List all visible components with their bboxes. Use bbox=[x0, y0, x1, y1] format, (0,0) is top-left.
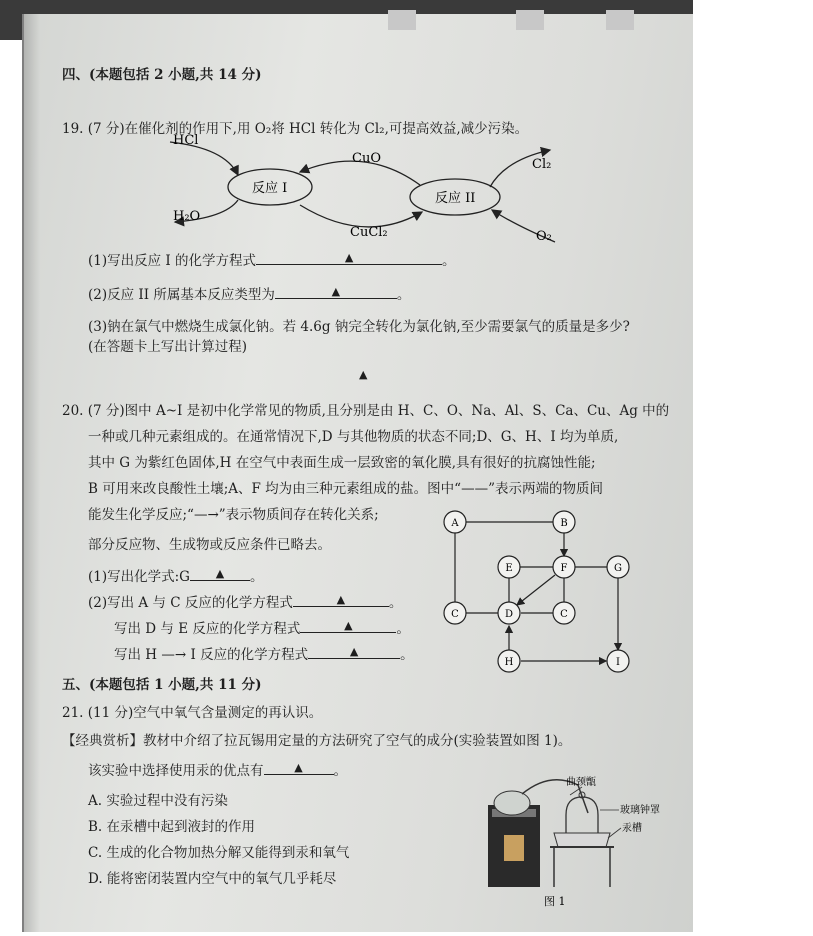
part-text: 该实验中选择使用汞的优点有 bbox=[88, 763, 264, 779]
period: 。 bbox=[333, 763, 347, 779]
part-text: 写出 D 与 E 反应的化学方程式 bbox=[114, 621, 301, 637]
part-text: 写出 H —→ I 反应的化学方程式 bbox=[114, 647, 309, 663]
option-b: B. 在汞槽中起到液封的作用 bbox=[88, 819, 256, 835]
question-20-part-4 bbox=[114, 644, 414, 664]
binder-clip bbox=[516, 10, 544, 30]
part-text: (1)写出反应 I 的化学方程式 bbox=[88, 253, 257, 269]
label-o2: O₂ bbox=[536, 229, 552, 244]
label-reaction-2: 反应 II bbox=[435, 191, 476, 206]
blank-marker: ▲ bbox=[344, 619, 353, 632]
label-bell-jar: 玻璃钟罩 bbox=[620, 805, 660, 816]
node-label: B bbox=[560, 518, 568, 529]
page-fold-shadow bbox=[22, 14, 40, 932]
period: 。 bbox=[442, 253, 456, 269]
answer-marker: ▲ bbox=[359, 368, 368, 381]
answer-blank[interactable] bbox=[264, 760, 334, 775]
node-label: C bbox=[560, 609, 568, 620]
period: 。 bbox=[396, 621, 410, 637]
label-cuo: CuO bbox=[352, 151, 381, 166]
question-20-part-1 bbox=[88, 566, 263, 586]
label-reaction-1: 反应 I bbox=[252, 181, 288, 196]
question-19-stem: 19. (7 分)在催化剂的作用下,用 O₂将 HCl 转化为 Cl₂,可提高效益,减少污染。 bbox=[62, 121, 529, 137]
photo-background-right bbox=[693, 0, 813, 936]
node-label: C bbox=[451, 609, 459, 620]
node-label: E bbox=[505, 563, 513, 574]
blank-marker: ▲ bbox=[331, 285, 341, 298]
label-cucl2: CuCl₂ bbox=[350, 225, 388, 240]
node-label: A bbox=[451, 518, 459, 529]
question-21-ask bbox=[88, 760, 347, 780]
blank-marker: ▲ bbox=[344, 251, 354, 264]
question-20-line: 其中 G 为紫红色固体,H 在空气中表面生成一层致密的氧化膜,具有很好的抗腐蚀性能; bbox=[88, 455, 596, 471]
label-trough: 汞槽 bbox=[622, 823, 642, 834]
question-20-part-3 bbox=[114, 618, 410, 638]
question-20-line: 部分反应物、生成物或反应条件已略去。 bbox=[88, 537, 331, 553]
question-20-line: 20. (7 分)图中 A~I 是初中化学常见的物质,且分别是由 H、C、O、Na、Al、S、Ca、Cu、Ag 中的 bbox=[62, 403, 670, 419]
cucl2-arrow bbox=[300, 205, 422, 227]
lavoisier-apparatus-figure bbox=[470, 775, 680, 915]
reaction-cycle-diagram bbox=[130, 130, 580, 250]
substance-relationship-diagram bbox=[435, 505, 640, 675]
part-text: (1)写出化学式:G bbox=[88, 569, 190, 585]
question-20-line: 一种或几种元素组成的。在通常情况下,D 与其他物质的状态不同;D、G、H、I 均为单质, bbox=[88, 429, 619, 445]
node-label: H bbox=[504, 657, 514, 668]
answer-blank[interactable] bbox=[308, 644, 400, 659]
retort-icon bbox=[494, 791, 530, 815]
question-21-stem: 21. (11 分)空气中氧气含量测定的再认识。 bbox=[62, 705, 323, 721]
node-label: D bbox=[504, 609, 514, 620]
binder-clip bbox=[388, 10, 416, 30]
period: 。 bbox=[396, 287, 411, 303]
blank-marker: ▲ bbox=[349, 645, 359, 658]
part-text: (2)反应 II 所属基本反应类型为 bbox=[88, 287, 275, 303]
option-c: C. 生成的化合物加热分解又能得到汞和氧气 bbox=[88, 845, 350, 861]
question-20-line: 能发生化学反应;“—→”表示物质间存在转化关系; bbox=[88, 507, 379, 523]
bell-jar-icon bbox=[566, 797, 598, 837]
node-label: I bbox=[616, 657, 620, 668]
answer-blank[interactable] bbox=[300, 618, 396, 633]
question-20-line: B 可用来改良酸性土壤;A、F 均为由三种元素组成的盐。图中“——”表示两端的物质间 bbox=[88, 481, 603, 497]
option-a: A. 实验过程中没有污染 bbox=[88, 793, 228, 809]
question-20-part-2 bbox=[88, 592, 402, 612]
answer-blank[interactable] bbox=[275, 284, 397, 299]
label-h2o: H₂O bbox=[173, 209, 201, 224]
node-label: F bbox=[560, 563, 568, 574]
blank-marker: ▲ bbox=[294, 761, 303, 774]
label-cl2: Cl₂ bbox=[532, 157, 552, 172]
section-heading: 四、(本题包括 2 小题,共 14 分) bbox=[62, 67, 262, 83]
blank-marker: ▲ bbox=[215, 567, 225, 580]
answer-blank[interactable] bbox=[293, 592, 389, 607]
node-label: G bbox=[614, 563, 622, 574]
question-19-part-3-note: (在答题卡上写出计算过程) bbox=[88, 339, 248, 355]
trough-icon bbox=[554, 833, 610, 847]
question-19-part-3: (3)钠在氯气中燃烧生成氯化钠。若 4.6g 钠完全转化为氯化钠,至少需要氯气的质量是多少? bbox=[88, 319, 630, 335]
section-heading: 五、(本题包括 1 小题,共 11 分) bbox=[62, 677, 262, 693]
label-retort: 曲颈甑 bbox=[566, 777, 596, 788]
period: 。 bbox=[400, 647, 414, 663]
question-19-part-1 bbox=[88, 250, 456, 270]
answer-blank[interactable] bbox=[190, 566, 250, 581]
period: 。 bbox=[388, 595, 403, 611]
figure-caption: 图 1 bbox=[544, 895, 566, 908]
period: 。 bbox=[249, 569, 264, 585]
answer-blank[interactable] bbox=[256, 250, 442, 265]
question-21-intro: 【经典赏析】教材中介绍了拉瓦锡用定量的方法研究了空气的成分(实验装置如图 1)。 bbox=[62, 733, 572, 749]
question-19-part-2 bbox=[88, 284, 410, 304]
label-hcl: HCl bbox=[173, 133, 199, 148]
binder-clip bbox=[606, 10, 634, 30]
blank-marker: ▲ bbox=[336, 593, 346, 606]
option-d: D. 能将密闭装置内空气中的氧气几乎耗尽 bbox=[88, 871, 337, 887]
part-text: (2)写出 A 与 C 反应的化学方程式 bbox=[88, 595, 293, 611]
